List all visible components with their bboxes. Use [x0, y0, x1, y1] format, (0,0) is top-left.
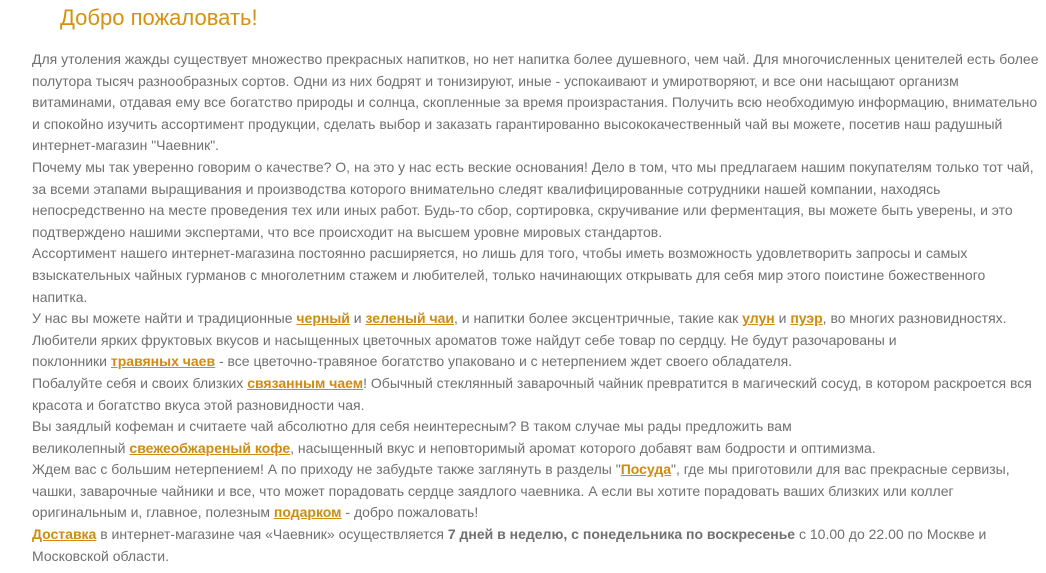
puer-link[interactable]: пуэр	[790, 310, 823, 327]
tea-types-text-3: , и напитки более эксцентричные, такие как	[454, 310, 743, 327]
delivery-text-2: с 10.00 до 22.00 по Москве и Московской области.	[32, 526, 987, 564]
delivery-link[interactable]: Доставка	[32, 526, 97, 543]
page-title: Добро пожаловать!	[60, 5, 258, 30]
herbal-text-2: - все цветочно-травяное богатство упаковано и с нетерпением ждет своего обладателя.	[215, 353, 793, 370]
tea-types-text-1: У нас вы можете найти и традиционные	[32, 310, 297, 327]
delivery-text-1: в интернет-магазине чая «Чаевник» осуществляется	[96, 526, 448, 543]
tied-tea-text-1: Побалуйте себя и своих близких	[32, 374, 248, 391]
tea-types-paragraph	[32, 308, 1040, 330]
herbal-paragraph	[32, 351, 1040, 373]
herbal-text-1: поклонники	[32, 353, 111, 370]
welcome-text	[32, 49, 1040, 567]
tied-tea-paragraph	[32, 373, 1040, 416]
tied-tea-text-2: ! Обычный стеклянный заварочный чайник превратится в магический сосуд, в котором раскроется вся красота и богатство вкуса этой разновидности чая.	[32, 374, 1032, 413]
coffee-link[interactable]: свежеобжареный кофе	[129, 439, 291, 456]
dishes-text-1: Ждем вас с большим нетерпением! А по приходу не забудьте также заглянуть в разделы "	[32, 461, 621, 478]
tied-tea-link[interactable]: связанным чаем	[247, 374, 364, 391]
tea-types-text-2: и	[349, 310, 366, 327]
intro-paragraph: Для утоления жажды существует множество прекрасных напитков, но нет напитка более душевного, чем чай. Для многочисленных ценителей есть более полутора тысяч разнообразных сортов. Одни из них бодрят и тонизируют, иные - успокаивают и умиротворяют, и все они насыщают организм витаминами, отдавая ему все богатство природы и солнца, скопленные за время произрастания. Получить всю необходимую информацию, внимательно и спокойно изучить ассортимент продукции, сделать выбор и заказать гарантированно высококачественный чай вы можете, посетив наш радушный интернет-магазин "Чаевник".	[32, 51, 1039, 154]
delivery-schedule: 7 дней в неделю, с понедельника по воскресенье	[447, 526, 796, 543]
dishes-link[interactable]: Посуда	[620, 461, 672, 478]
tea-types-text-5: , во многих разновидностях.	[822, 310, 1007, 327]
gift-link[interactable]: подарком	[273, 504, 342, 521]
coffee-paragraph	[32, 438, 1040, 460]
coffee-intro-paragraph: Вы заядлый кофеман и считаете чай абсолютно для себя неинтересным? В таком случае мы рады предложить вам	[32, 418, 792, 435]
dishes-text-2: ", где мы приготовили для вас прекрасные сервизы, чашки, заварочные чайники и все, что может порадовать сердце заядлого чаевника. А если вы хотите порадовать ваших близких или коллег оригинальным и, главное, полезным	[32, 461, 1010, 521]
dishes-gift-paragraph	[32, 459, 1040, 524]
delivery-paragraph	[32, 524, 1040, 567]
coffee-text-2: , насыщенный вкус и неповторимый аромат которого добавят вам бодрости и оптимизма.	[290, 439, 876, 456]
coffee-text-1: великолепный	[32, 439, 130, 456]
herbal-tea-link[interactable]: травяных чаев	[110, 353, 216, 370]
quality-paragraph: Почему мы так уверенно говорим о качестве? О, на это у нас есть веские основания! Дело в том, что мы предлагаем нашим покупателям только тот чай, за всеми этапами выращивания и производства которого внимательно следят квалифицированные сотрудники нашей компании, находясь непосредственно на месте проведения тех или иных работ. Будь-то сбор, сортировка, скручивание или ферментация, вы можете быть уверены, и это подтверждено нашими экспертами, что все происходит на высшем уровне мировых стандартов.	[32, 158, 1034, 240]
green-tea-link[interactable]: зеленый чаи	[365, 310, 454, 327]
tea-types-text-4: и	[774, 310, 791, 327]
oolong-link[interactable]: улун	[742, 310, 775, 327]
fruit-paragraph: Любители ярких фруктовых вкусов и насыщенных цветочных ароматов тоже найдут себе товар по сердцу. Не будут разочарованы и	[32, 331, 897, 348]
assortment-paragraph: Ассортимент нашего интернет-магазина постоянно расширяется, но лишь для того, чтобы иметь возможность удовлетворить запросы и самых взыскательных чайных гурманов с многолетним стажем и любителей, только начинающих открывать для себя мир этого поистине божественного напитка.	[32, 245, 986, 305]
black-tea-link[interactable]: черный	[296, 310, 350, 327]
dishes-text-3: - добро пожаловать!	[341, 504, 479, 521]
